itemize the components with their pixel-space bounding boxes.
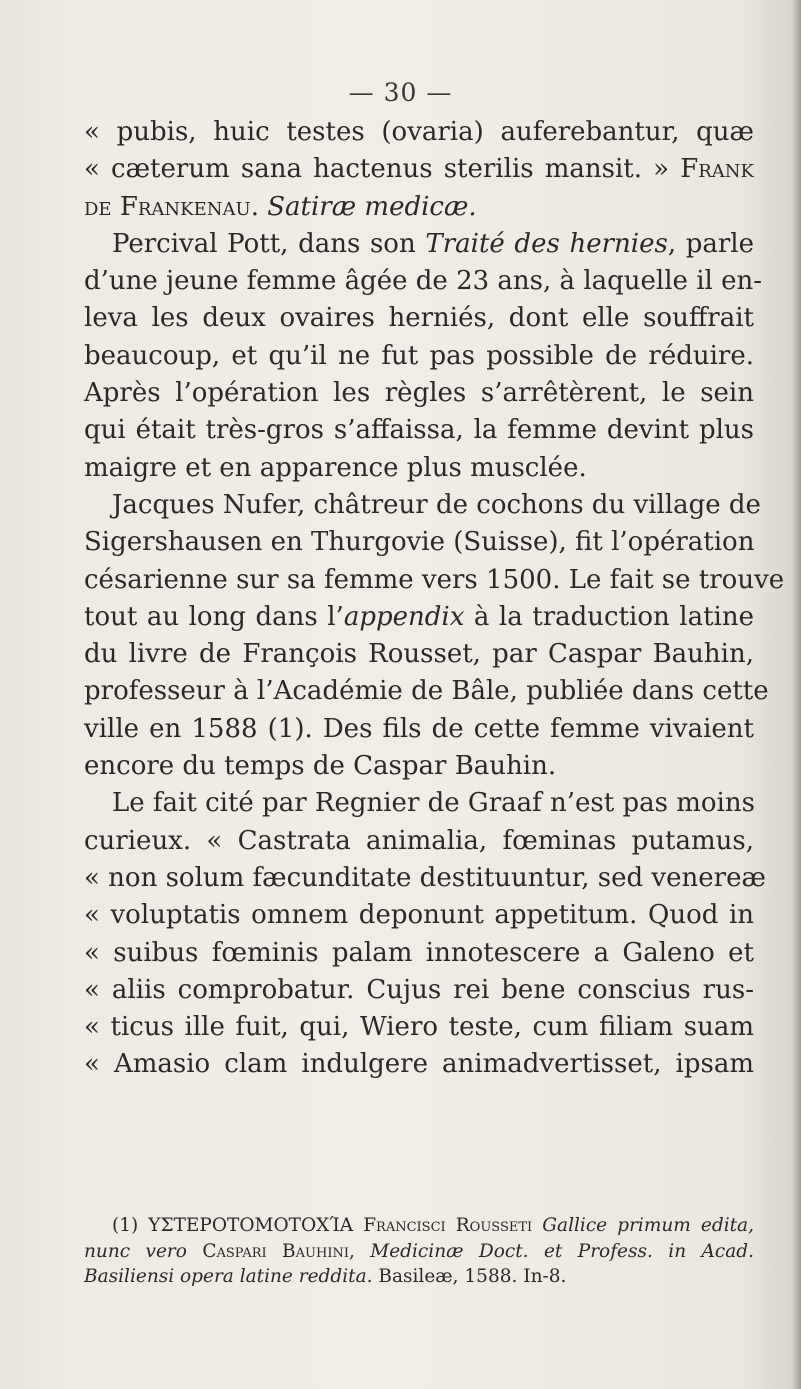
work-title-hernies: Traité des hernies — [425, 228, 668, 259]
footnote-line-3 — [84, 1264, 754, 1290]
text-line-22: « voluptatis omnem deponunt appetitum. Quod in — [84, 900, 754, 931]
text-line-14 — [84, 599, 754, 636]
footnote-title: Medicinæ Doct. et Profess. in Acad. — [370, 1240, 754, 1262]
text-line-5: d’une jeune femme âgée de 23 ans, à laquelle il en- — [84, 266, 763, 297]
footnote-line-1 — [84, 1213, 754, 1239]
text-line-14-end: à la traduction latine — [464, 601, 754, 632]
text-line-18: encore du temps de Caspar Bauhin. — [84, 751, 557, 782]
work-title-satirae: Satiræ medicæ. — [267, 191, 477, 222]
author-name-frank: Frank — [680, 154, 754, 185]
text-line-4 — [84, 226, 754, 263]
text-line-15: du livre de François Rousset, par Caspar Bauhin, — [84, 639, 754, 670]
work-title-appendix: appendix — [343, 601, 465, 632]
text-line-14-start: tout au long dans l’ — [84, 601, 344, 632]
text-line-8: Après l’opération les règles s’arrêtèrent, le sein — [84, 378, 754, 409]
footnote-nunc-vero: nunc vero — [84, 1240, 187, 1262]
text-line-16: professeur à l’Académie de Bâle, publiée dans cette — [84, 676, 769, 707]
text-line-21: « non solum fæcunditate destituuntur, sed venereæ — [84, 862, 766, 893]
body-text — [84, 114, 785, 1084]
text-line-4-start: Percival Pott, dans son — [112, 228, 426, 259]
page-number: — 30 — — [348, 78, 453, 107]
text-line-7: beaucoup, et qu’il ne fut pas possible de réduire. — [84, 340, 754, 371]
footnote-marker: (1) — [112, 1215, 149, 1236]
footnote-translator: Caspari Bauhini, — [186, 1240, 371, 1262]
footnote-imprint: Basileæ, 1588. In-8. — [372, 1266, 567, 1287]
text-line-11: Jacques Nufer, châtreur de cochons du village de — [112, 489, 761, 520]
text-line-20: curieux. « Castrata animalia, fœminas putamus, — [84, 825, 754, 856]
footnote-author: Francisci Rousseti — [353, 1215, 543, 1236]
text-line-26: « Amasio clam indulgere animadvertisset, ipsam — [84, 1049, 754, 1080]
text-line-10: maigre et en apparence plus musclée. — [84, 452, 587, 483]
footnote-basiliensi: Basiliensi opera latine reddita. — [84, 1266, 373, 1287]
text-line-19: Le fait cité par Regnier de Graaf n’est pas moins — [112, 788, 755, 819]
author-name-frankenau: de Frankenau — [84, 191, 251, 222]
text-line-3-sep: . — [250, 191, 268, 222]
text-line-1: « pubis, huic testes (ovaria) auferebantur, quæ — [84, 117, 754, 147]
footnote-line-2 — [84, 1239, 754, 1265]
text-line-4-end: , parle — [667, 228, 755, 259]
footnote-greek-title: ΥΣΤΕΡΟΤΟΜΟΤΟΧΊΑ — [148, 1215, 354, 1236]
footnote — [84, 1213, 754, 1290]
text-line-25: « ticus ille fuit, qui, Wiero teste, cum filiam suam — [84, 1012, 754, 1043]
page-edge-shadow — [791, 0, 801, 1389]
text-line-24: « aliis comprobatur. Cujus rei bene conscius rus- — [84, 974, 754, 1005]
footnote-edition: Gallice primum edita, — [542, 1215, 754, 1236]
text-line-23: « suibus fœminis palam innotescere a Galeno et — [84, 937, 754, 968]
text-line-6: leva les deux ovaires herniés, dont elle souffrait — [84, 303, 754, 334]
text-line-17: ville en 1588 (1). Des fils de cette femme vivaient — [84, 713, 754, 744]
text-line-3 — [84, 189, 754, 226]
text-line-13: césarienne sur sa femme vers 1500. Le fait se trouve — [84, 564, 785, 595]
text-line-2-main: « cæterum sana hactenus sterilis mansit. » — [84, 154, 681, 185]
text-line-12: Sigershausen en Thurgovie (Suisse), fit l’opération — [84, 527, 755, 558]
text-line-9: qui était très-gros s’affaissa, la femme devint plus — [84, 415, 754, 446]
text-line-2 — [84, 151, 754, 188]
